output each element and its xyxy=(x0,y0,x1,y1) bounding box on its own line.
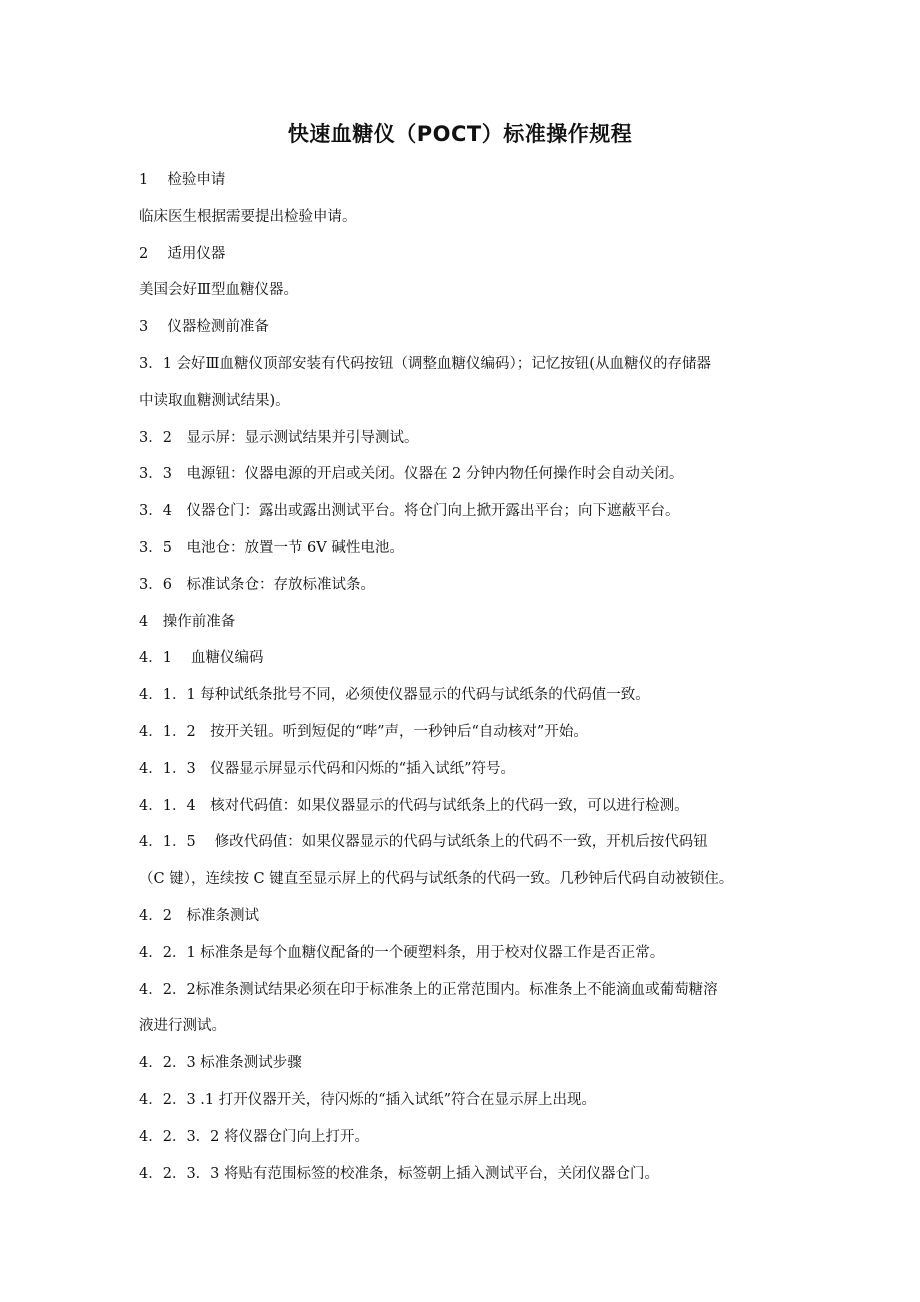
paragraph-line: 4．1．5 修改代码值：如果仪器显示的代码与试纸条上的代码不一致，开机后按代码钮 xyxy=(139,834,708,851)
paragraph-line: 4．2．3 .1 打开仪器开关，待闪烁的“插入试纸”符合在显示屏上出现。 xyxy=(139,1091,597,1108)
document-body xyxy=(139,162,789,1192)
subsection-heading: 4．2 标准条测试 xyxy=(139,907,259,924)
paragraph-line: 3．1 会好Ⅲ血糖仪顶部安装有代码按钮（调整血糖仪编码）；记忆按钮(从血糖仪的存储器 xyxy=(139,355,711,372)
paragraph-line: 4．2．2标准条测试结果必须在印于标准条上的正常范围内。标准条上不能滴血或葡萄糖溶 xyxy=(139,981,718,998)
paragraph-line: （C 键），连续按 C 键直至显示屏上的代码与试纸条的代码一致。几秒钟后代码自动被锁住。 xyxy=(139,871,734,888)
paragraph-line: 美国会好Ⅲ型血糖仪器。 xyxy=(139,282,298,299)
subsection-heading: 4．2．3 标准条测试步骤 xyxy=(139,1055,302,1072)
subsection-heading: 4．1 血糖仪编码 xyxy=(139,650,264,667)
paragraph-line: 中读取血糖测试结果)。 xyxy=(139,392,290,409)
paragraph-line: 3．2 显示屏：显示测试结果并引导测试。 xyxy=(139,429,419,446)
document-title: 快速血糖仪（POCT）标准操作规程 xyxy=(287,122,633,146)
section-heading-2: 2 适用仪器 xyxy=(139,245,226,262)
paragraph-line: 液进行测试。 xyxy=(139,1018,226,1035)
paragraph-line: 3．4 仪器仓门：露出或露出测试平台。将仓门向上掀开露出平台；向下遮蔽平台。 xyxy=(139,503,680,520)
paragraph-line: 4．2．3．2 将仪器仓门向上打开。 xyxy=(139,1128,370,1145)
paragraph-line: 4．2．1 标准条是每个血糖仪配备的一个硬塑料条，用于校对仪器工作是否正常。 xyxy=(139,944,665,961)
paragraph-line: 4．1．3 仪器显示屏显示代码和闪烁的“插入试纸”符号。 xyxy=(139,760,515,777)
paragraph-line: 4．1．4 核对代码值：如果仪器显示的代码与试纸条上的代码一致，可以进行检测。 xyxy=(139,797,689,814)
paragraph-line: 4．1．2 按开关钮。听到短促的“哔”声，一秒钟后“自动核对”开始。 xyxy=(139,723,588,740)
paragraph-line: 4．1．1 每种试纸条批号不同，必须使仪器显示的代码与试纸条的代码值一致。 xyxy=(139,687,650,704)
section-heading-4: 4 操作前准备 xyxy=(139,613,236,630)
paragraph-line: 3．5 电池仓：放置一节 6V 碱性电池。 xyxy=(139,539,404,556)
section-heading-1: 1 检验申请 xyxy=(139,172,226,188)
paragraph-line: 临床医生根据需要提出检验申请。 xyxy=(139,208,357,225)
section-heading-3: 3 仪器检测前准备 xyxy=(139,319,269,336)
paragraph-line: 4．2．3．3 将贴有范围标签的校准条，标签朝上插入测试平台，关闭仪器仓门。 xyxy=(139,1165,660,1182)
paragraph-line: 3．6 标准试条仓：存放标准试条。 xyxy=(139,576,375,593)
paragraph-line: 3．3 电源钮：仪器电源的开启或关闭。仪器在 2 分钟内物任何操作时会自动关闭。 xyxy=(139,466,684,483)
